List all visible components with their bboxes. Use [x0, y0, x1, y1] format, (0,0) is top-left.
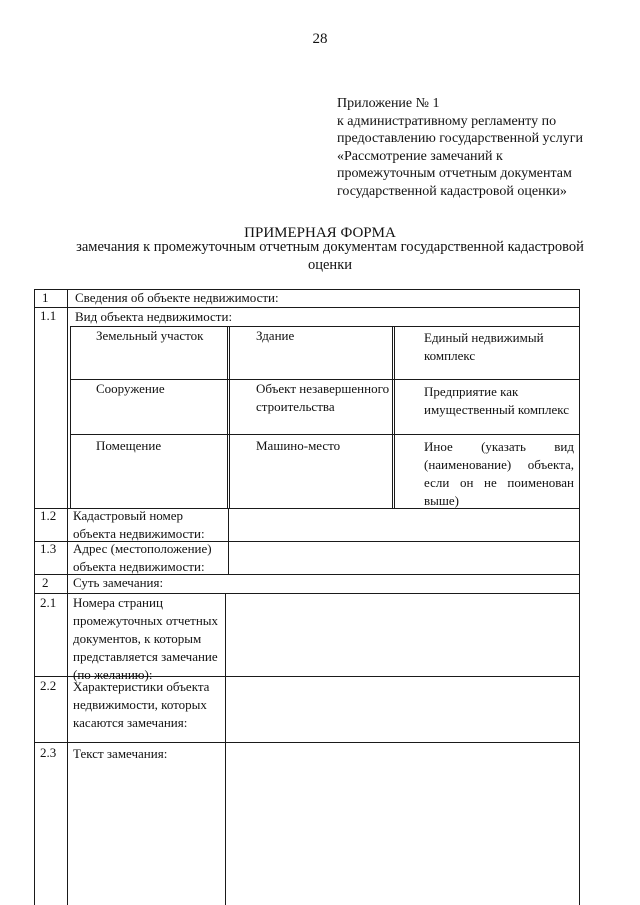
option-unified-complex: Единый недвижимый комплекс — [424, 330, 544, 363]
page-numbers-label: Номера страниц промежуточных отчетных документов, к которым представляется замечание (по желанию): — [73, 595, 219, 682]
row-number: 1.2 — [40, 508, 57, 523]
appendix-line: государственной кадастровой оценки» — [337, 183, 567, 199]
row-number: 2.3 — [40, 745, 57, 760]
row-number: 2.1 — [40, 595, 57, 610]
address-label: Адрес (местоположение) объекта недвижимости: — [73, 541, 212, 574]
option-premises: Помещение — [96, 438, 162, 453]
appendix-line: к административному регламенту по — [337, 113, 557, 129]
option-building: Здание — [256, 328, 295, 343]
section-heading-property: Сведения об объекте недвижимости: — [75, 290, 279, 305]
option-other: Иное (указать вид (наименование) объекта, если он не поименован выше) — [424, 439, 574, 508]
property-type-label: Вид объекта недвижимости: — [75, 309, 233, 324]
appendix-line: Приложение № 1 — [337, 96, 440, 111]
page-number: 28 — [312, 31, 328, 47]
remark-text-label: Текст замечания: — [73, 746, 168, 761]
row-number: 1 — [42, 290, 49, 305]
option-structure: Сооружение — [96, 381, 165, 396]
option-enterprise-complex: Предприятие как имущественный комплекс — [424, 384, 570, 417]
row-number: 1.3 — [40, 541, 57, 556]
section-heading-remark: Суть замечания: — [73, 575, 164, 590]
appendix-line: промежуточным отчетным документам — [337, 166, 572, 181]
remark-form-table — [34, 289, 580, 905]
form-subtitle: замечания к промежуточным отчетным документам государственной кадастровой оценки — [76, 239, 584, 273]
form-title: ПРИМЕРНАЯ ФОРМА — [244, 225, 396, 241]
option-parking-space: Машино-место — [256, 438, 341, 453]
row-number: 2 — [42, 575, 49, 590]
option-land-plot: Земельный участок — [96, 328, 204, 343]
appendix-line: предоставлению государственной услуги — [337, 131, 583, 146]
option-unfinished-construction: Объект незавершенного строительства — [256, 381, 390, 414]
row-number: 2.2 — [40, 678, 57, 693]
cadastral-number-label: Кадастровый номер объекта недвижимости: — [73, 508, 205, 541]
appendix-header — [337, 95, 627, 200]
characteristics-label: Характеристики объекта недвижимости, которых касаются замечания: — [73, 679, 210, 730]
appendix-line: «Рассмотрение замечаний к — [337, 148, 503, 164]
row-number: 1.1 — [40, 308, 57, 323]
